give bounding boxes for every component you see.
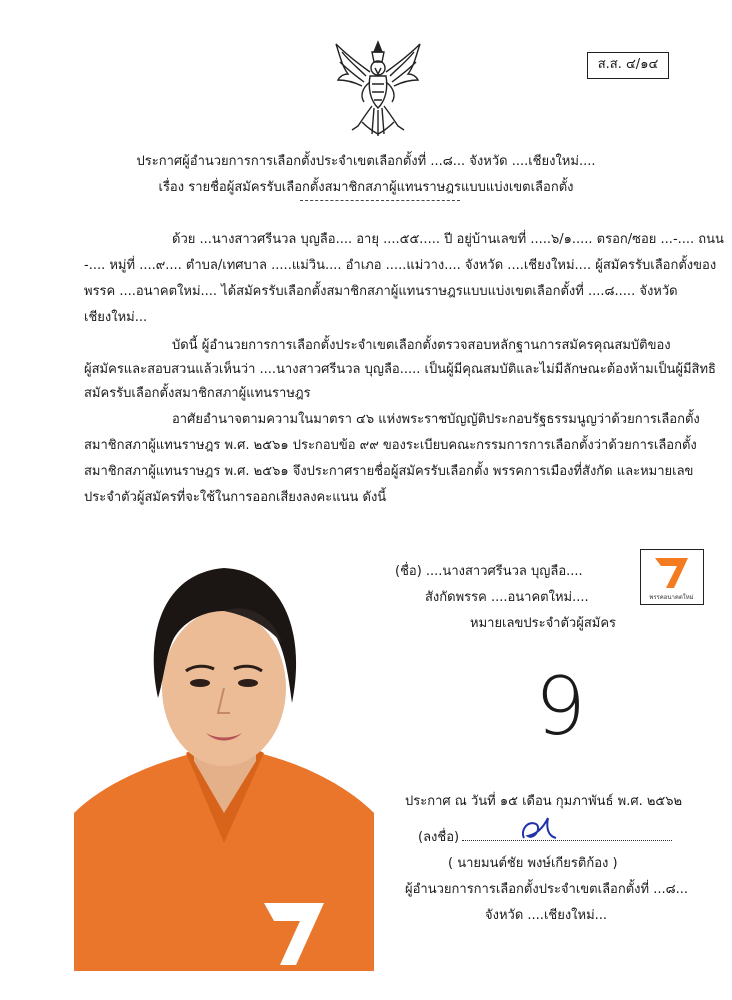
- announcement-date: ประกาศ ณ วันที่ ๑๕ เดือน กุมภาพันธ์ พ.ศ. ๒๕๖๒: [405, 794, 683, 809]
- party-logo-text: พรรคอนาคตใหม่: [649, 594, 694, 601]
- signer-title: ผู้อำนวยการการเลือกตั้งประจำเขตเลือกตั้งที่ ...๘...: [405, 882, 689, 897]
- candidate-name: (ชื่อ) ....นางสาวศรีนวล บุญลือ....: [395, 564, 583, 579]
- body-line: สมาชิกสภาผู้แทนราษฎร พ.ศ. ๒๕๖๑ จึงประกาศรายชื่อผู้สมัครรับเลือกตั้ง พรรคการเมืองที่สังกัด และหมายเลข: [84, 464, 694, 479]
- signer-province: จังหวัด ....เชียงใหม่...: [485, 908, 608, 923]
- candidate-party: สังกัดพรรค ....อนาคตใหม่....: [425, 590, 589, 605]
- body-line: เชียงใหม่...: [84, 310, 148, 325]
- body-line: พรรค ....อนาคตใหม่.... ได้สมัครรับเลือกตั้งสมาชิกสภาผู้แทนราษฎรแบบแบ่งเขตเลือกตั้งที่ ....๘..... จังหวัด: [84, 284, 678, 299]
- body-line: อาศัยอำนาจตามความในมาตรา ๔๖ แห่งพระราชบัญญัติประกอบรัฐธรรมนูญว่าด้วยการเลือกตั้ง: [172, 412, 700, 427]
- candidate-photo: [74, 513, 374, 971]
- form-code: ส.ส. ๔/๑๔: [597, 57, 659, 72]
- body-line: ผู้สมัครและสอบสวนแล้วเห็นว่า ....นางสาวศรีนวล บุญลือ..... เป็นผู้มีคุณสมบัติและไม่มีลักษณะต้องห้ามเป็นผู้มีสิทธิ: [84, 362, 716, 377]
- form-code-box: [587, 52, 669, 79]
- body-line: ด้วย ...นางสาวศรีนวล บุญลือ.... อายุ ....๕๕..... ปี อยู่บ้านเลขที่ .....๖/๑..... ตรอก/ซอย ...-.... ถนน: [172, 232, 724, 247]
- announcement-title: ประกาศผู้อำนวยการการเลือกตั้งประจำเขตเลือกตั้งที่ ...๘... จังหวัด ....เชียงใหม่....: [136, 154, 596, 169]
- title-separator: [300, 200, 460, 201]
- body-line: บัดนี้ ผู้อำนวยการการเลือกตั้งประจำเขตเลือกตั้งตรวจสอบหลักฐานการสมัครคุณสมบัติของ: [172, 338, 671, 353]
- body-line: สมัครรับเลือกตั้งสมาชิกสภาผู้แทนราษฎร: [84, 386, 311, 401]
- body-line: -.... หมู่ที่ ....๙.... ตำบล/เทศบาล .....แม่วิน.... อำเภอ .....แม่วาง.... จังหวัด ....เชียงใหม่.... ผู้สมัครรับเลือกตั้งของ: [84, 258, 717, 273]
- signature-label: (ลงชื่อ): [418, 830, 460, 845]
- candidate-number-label: หมายเลขประจำตัวผู้สมัคร: [470, 616, 617, 631]
- party-logo: [640, 549, 704, 605]
- signer-name: ( นายมนต์ชัย พงษ์เกียรติก้อง ): [448, 856, 618, 871]
- body-line: ประจำตัวผู้สมัครที่จะใช้ในการออกเสียงลงคะแนน ดังนี้: [84, 490, 387, 505]
- announcement-subject: เรื่อง รายชื่อผู้สมัครรับเลือกตั้งสมาชิกสภาผู้แทนราษฎรแบบแบ่งเขตเลือกตั้ง: [158, 180, 574, 195]
- body-line: สมาชิกสภาผู้แทนราษฎร พ.ศ. ๒๕๖๑ ประกอบข้อ ๙๙ ของระเบียบคณะกรรมการการเลือกตั้งว่าด้วยการเลือกตั้ง: [84, 438, 697, 453]
- candidate-number: 9: [535, 660, 586, 753]
- signature: [510, 812, 570, 850]
- garuda-emblem: [332, 38, 424, 138]
